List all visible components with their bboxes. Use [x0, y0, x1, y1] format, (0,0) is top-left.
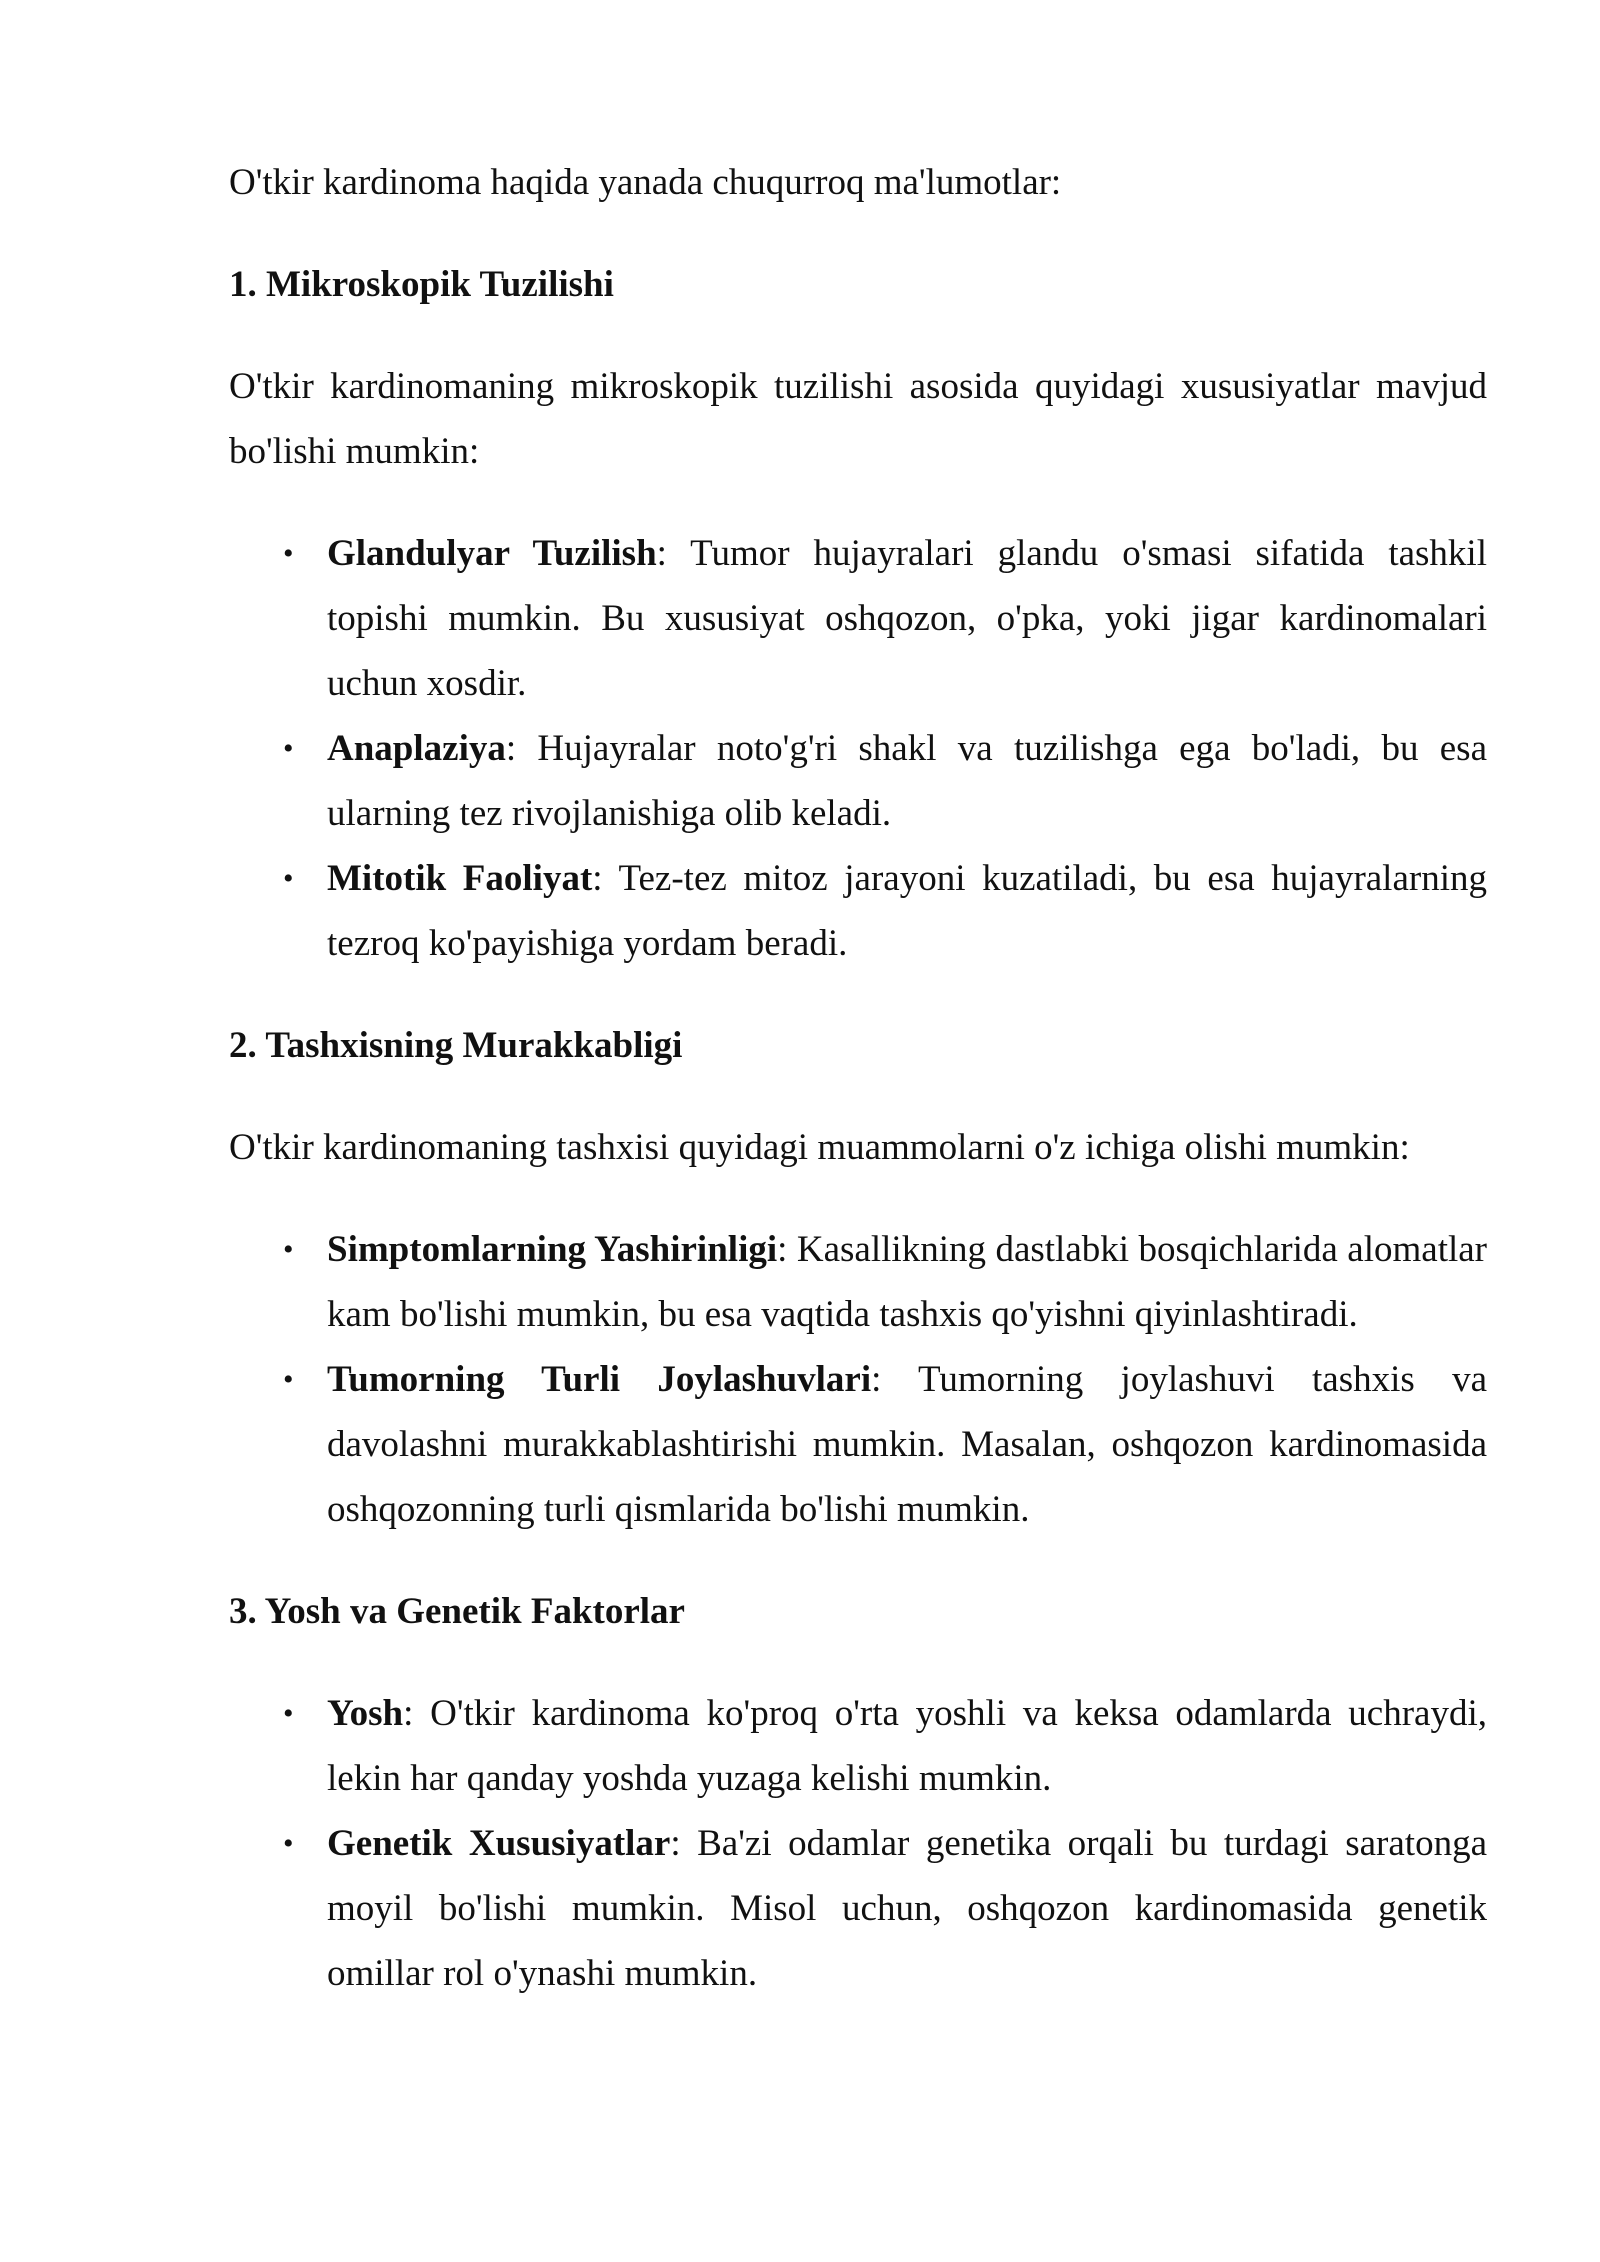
bullet-icon: • — [283, 1363, 294, 1396]
list-item-term: Glandulyar Tuzilish — [327, 533, 657, 574]
section-heading-2: 2. Tashxisning Murakkabligi — [229, 1025, 683, 1066]
list-item — [229, 1347, 1487, 1542]
list-item — [229, 1811, 1487, 2006]
section-heading-1: 1. Mikroskopik Tuzilishi — [229, 264, 614, 305]
list-item — [229, 846, 1487, 976]
list-item-text: : O'tkir kardinoma ko'proq o'rta yoshli va keksa odamlarda uchraydi, lekin har qanday yoshda yuzaga kelishi mumkin. — [327, 1693, 1487, 1799]
bullet-icon: • — [283, 732, 294, 765]
section-lead-1: O'tkir kardinomaning mikroskopik tuzilishi asosida quyidagi xususiyatlar mavjud bo'lishi mumkin: — [229, 366, 1487, 472]
list-item — [229, 1217, 1487, 1347]
section-heading-3: 3. Yosh va Genetik Faktorlar — [229, 1591, 685, 1632]
list-item — [229, 521, 1487, 716]
document-page — [229, 150, 1487, 2006]
bullet-list-2 — [229, 1217, 1487, 1542]
list-item — [229, 716, 1487, 846]
list-item-term: Anaplaziya — [327, 728, 506, 769]
list-item-term: Mitotik Faoliyat — [327, 858, 593, 899]
list-item-text: : Tumor hujayralari glandu o'smasi sifatida tashkil topishi mumkin. Bu xususiyat oshqozon, o'pka, yoki jigar kardinomalari uchun xosdir. — [327, 533, 1487, 704]
bullet-icon: • — [283, 1827, 294, 1860]
section-lead-2: O'tkir kardinomaning tashxisi quyidagi muammolarni o'z ichiga olishi mumkin: — [229, 1127, 1410, 1168]
list-item-term: Yosh — [327, 1693, 404, 1734]
bullet-list-1 — [229, 521, 1487, 976]
bullet-icon: • — [283, 537, 294, 570]
list-item-term: Simptomlarning Yashirinligi — [327, 1229, 778, 1270]
list-item-term: Genetik Xususiyatlar — [327, 1823, 671, 1864]
bullet-list-3 — [229, 1681, 1487, 2006]
list-item-text: : Hujayralar noto'g'ri shakl va tuzilishga ega bo'ladi, bu esa ularning tez rivojlanishiga olib keladi. — [327, 728, 1487, 834]
list-item-term: Tumorning Turli Joylashuvlari — [327, 1359, 872, 1400]
intro-paragraph: O'tkir kardinoma haqida yanada chuqurroq ma'lumotlar: — [229, 162, 1062, 203]
list-item-text: : Kasallikning dastlabki bosqichlarida alomatlar kam bo'lishi mumkin, bu esa vaqtida tashxis qo'yishni qiyinlashtiradi. — [327, 1229, 1487, 1335]
bullet-icon: • — [283, 1697, 294, 1730]
bullet-icon: • — [283, 862, 294, 895]
list-item-text: : Tumorning joylashuvi tashxis va davolashni murakkablashtirishi mumkin. Masalan, oshqozon kardinomasida oshqozonning turli qismlarida bo'lishi mumkin. — [327, 1359, 1488, 1530]
bullet-icon: • — [283, 1233, 294, 1266]
list-item-text: : Tez-tez mitoz jarayoni kuzatiladi, bu esa hujayralarning tezroq ko'payishiga yordam beradi. — [327, 858, 1487, 964]
list-item — [229, 1681, 1487, 1811]
list-item-text: : Ba'zi odamlar genetika orqali bu turdagi saratonga moyil bo'lishi mumkin. Misol uchun, oshqozon kardinomasida genetik omillar rol o'ynashi mumkin. — [327, 1823, 1487, 1994]
